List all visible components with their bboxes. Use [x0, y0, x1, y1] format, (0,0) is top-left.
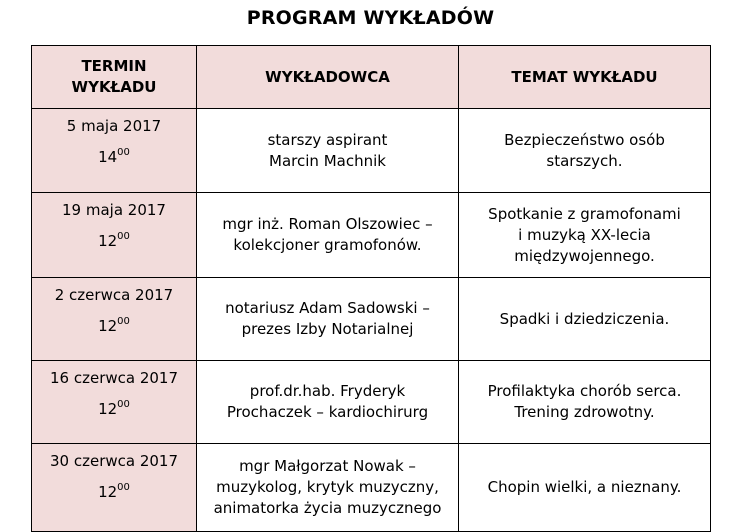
lecturer-cell [197, 361, 459, 444]
header-lecture-date-line: WYKŁADU [71, 78, 157, 96]
lecturer-line: Marcin Machnik [269, 151, 386, 170]
date-cell [32, 278, 197, 361]
table-row [32, 193, 711, 278]
topic-cell [459, 193, 711, 278]
lecture-minutes: 00 [117, 399, 130, 410]
date-cell [32, 361, 197, 444]
topic-line: starszych. [546, 151, 623, 170]
lecture-time [34, 147, 194, 167]
lecture-hour: 12 [98, 232, 118, 250]
lecture-date: 30 czerwca 2017 [49, 452, 179, 470]
lecturer-line: kolekcjoner gramofonów. [233, 236, 422, 254]
lecturer-line: prezes Izby Notarialnej [241, 320, 414, 338]
lecture-hour: 12 [98, 400, 118, 418]
lecture-minutes: 00 [117, 147, 130, 158]
topic-line: Trening zdrowotny. [514, 403, 655, 421]
lecturer-line: prof.dr.hab. Fryderyk [249, 382, 406, 400]
lecturer-line: mgr inż. Roman Olszowiec – [222, 215, 433, 233]
table-row [32, 361, 711, 444]
lecture-minutes: 00 [117, 231, 130, 242]
lecture-hour: 14 [98, 148, 118, 166]
topic-cell [459, 444, 711, 532]
topic-line: Spotkanie z gramofonami [488, 204, 681, 223]
lecture-hour: 12 [98, 483, 118, 501]
topic-line: Profilaktyka chorób serca. [487, 382, 682, 400]
lecturer-line: muzykolog, krytyk muzyczny, [216, 478, 439, 496]
header-lecturer: WYKŁADOWCA [197, 46, 459, 109]
lecture-date: 16 czerwca 2017 [49, 369, 179, 387]
lecture-schedule-table [31, 45, 711, 532]
page-title: PROGRAM WYKŁADÓW [246, 7, 495, 29]
date-cell [32, 193, 197, 278]
header-lecture-date [32, 46, 197, 109]
topic-line: międzywojennego. [514, 246, 655, 265]
lecturer-line: animatorka życia muzycznego [213, 499, 442, 517]
date-cell [32, 444, 197, 532]
topic-line: Chopin wielki, a nieznany. [487, 478, 682, 496]
date-cell [32, 109, 197, 193]
lecture-minutes: 00 [117, 482, 130, 493]
lecturer-line: mgr Małgorzat Nowak – [239, 457, 416, 475]
table-header-row [32, 46, 711, 109]
lecture-date: 2 czerwca 2017 [54, 286, 174, 304]
header-lecture-date-line: TERMIN [81, 57, 147, 75]
lecture-hour: 12 [98, 317, 118, 335]
lecturer-cell [197, 193, 459, 278]
lecture-time [34, 399, 194, 419]
lecture-date: 19 maja 2017 [62, 201, 166, 219]
lecturer-cell [197, 278, 459, 361]
topic-cell [459, 109, 711, 193]
lecture-date: 5 maja 2017 [66, 117, 162, 135]
lecture-minutes: 00 [117, 316, 130, 327]
lecture-time [34, 482, 194, 502]
lecturer-line: notariusz Adam Sadowski – [225, 299, 430, 317]
topic-line: Spadki i dziedziczenia. [499, 309, 670, 328]
header-lecture-topic: TEMAT WYKŁADU [459, 46, 711, 109]
lecture-time [34, 316, 194, 336]
lecturer-cell [197, 444, 459, 532]
lecturer-line: Prochaczek – kardiochirurg [226, 403, 429, 421]
topic-cell [459, 361, 711, 444]
lecturer-line: starszy aspirant [267, 130, 388, 149]
table-row [32, 444, 711, 532]
lecture-time [34, 231, 194, 251]
table-row [32, 278, 711, 361]
table-row [32, 109, 711, 193]
lecturer-cell [197, 109, 459, 193]
topic-line: i muzyką XX-lecia [518, 225, 651, 244]
topic-line: Bezpieczeństwo osób [504, 130, 665, 149]
topic-cell [459, 278, 711, 361]
